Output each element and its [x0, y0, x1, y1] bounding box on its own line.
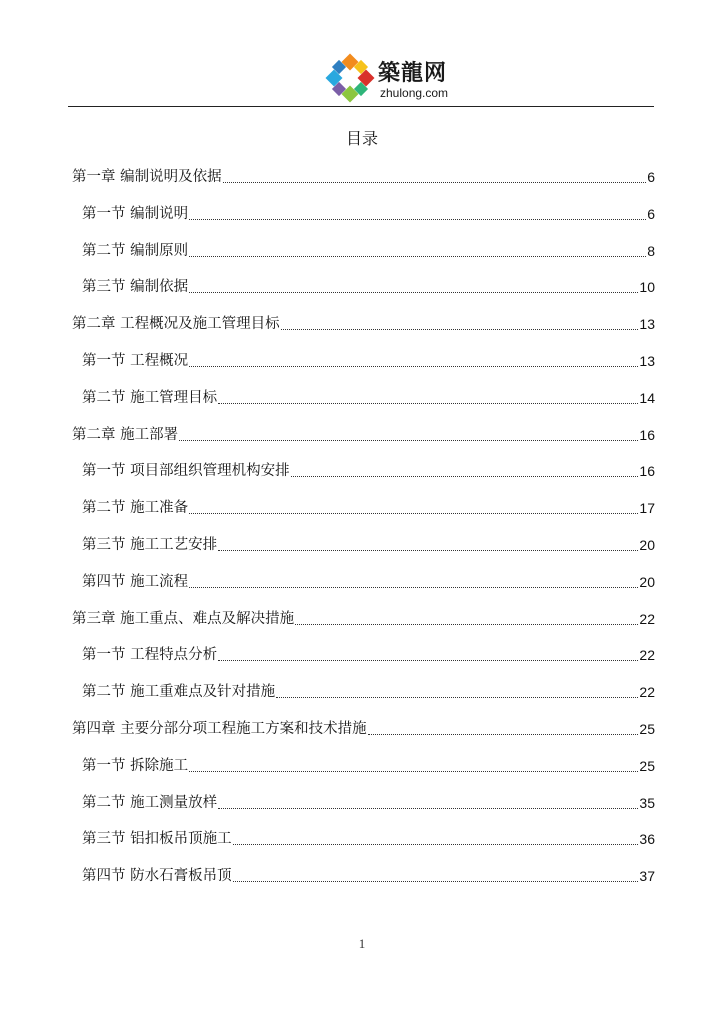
- toc-dot-leader: [291, 468, 639, 477]
- toc-entry-page: 6: [647, 169, 655, 185]
- toc-dot-leader: [218, 652, 638, 661]
- toc-entry-page: 16: [639, 426, 655, 443]
- toc-dot-leader: [189, 763, 638, 772]
- toc-dot-leader: [218, 395, 638, 404]
- toc-entry-page: 25: [639, 721, 655, 737]
- toc-entry-page: 25: [639, 757, 655, 774]
- toc-entry-label: 第四节 施工流程: [82, 573, 189, 590]
- toc-dot-leader: [295, 616, 638, 625]
- toc-entry-label: 第三节 编制依据: [82, 279, 189, 296]
- logo-chinese-text: 築龍网: [378, 61, 448, 86]
- toc-section-entry[interactable]: [82, 534, 655, 556]
- toc-dot-leader: [218, 542, 638, 551]
- toc-entry-page: 20: [639, 537, 655, 553]
- toc-entry-label: 第四节 防水石膏板吊顶: [82, 868, 232, 885]
- toc-dot-leader: [189, 211, 646, 220]
- toc-section-entry[interactable]: [82, 387, 655, 409]
- toc-entry-page: 13: [639, 353, 655, 369]
- toc-dot-leader: [276, 689, 638, 698]
- toc-entry-label: 第二章 工程概况及施工管理目标: [72, 316, 280, 333]
- toc-dot-leader: [223, 174, 647, 183]
- toc-section-entry[interactable]: [82, 276, 655, 298]
- toc-dot-leader: [281, 321, 639, 330]
- toc-entry-page: 16: [639, 463, 655, 480]
- toc-entry-label: 第三节 铝扣板吊顶施工: [82, 831, 232, 848]
- toc-chapter-entry[interactable]: [72, 313, 655, 335]
- toc-section-entry[interactable]: [82, 350, 655, 372]
- toc-entry-page: 8: [647, 242, 655, 259]
- toc-chapter-entry[interactable]: [72, 718, 655, 740]
- toc-dot-leader: [233, 836, 639, 845]
- toc-chapter-entry[interactable]: [72, 424, 655, 446]
- toc-entry-label: 第一节 工程概况: [82, 353, 189, 369]
- page-header: [0, 0, 724, 108]
- toc-entry-label: 第一节 拆除施工: [82, 757, 189, 774]
- toc-section-entry[interactable]: [82, 828, 655, 850]
- page-number: 1: [358, 936, 366, 951]
- toc-entry-page: 22: [639, 610, 655, 627]
- toc-dot-leader: [179, 432, 638, 441]
- toc-entry-label: 第一节 工程特点分析: [82, 647, 218, 664]
- header-divider: [68, 106, 654, 107]
- toc-entry-page: 20: [639, 573, 655, 590]
- toc-chapter-entry[interactable]: [72, 608, 655, 630]
- toc-entry-label: 第一节 项目部组织管理机构安排: [82, 463, 290, 480]
- toc-entry-label: 第三章 施工重点、难点及解决措施: [72, 610, 295, 627]
- toc-section-entry[interactable]: [82, 644, 655, 666]
- toc-entry-label: 第二节 施工准备: [82, 500, 189, 517]
- toc-entry-page: 35: [639, 794, 655, 811]
- toc-entry-label: 第二章 施工部署: [72, 426, 179, 443]
- toc-dot-leader: [189, 579, 638, 588]
- toc-entry-page: 10: [639, 279, 655, 296]
- toc-entry-page: 37: [639, 868, 655, 885]
- toc-entry-label: 第二节 施工测量放样: [82, 794, 218, 811]
- toc-dot-leader: [189, 284, 638, 293]
- toc-section-entry[interactable]: [82, 755, 655, 777]
- toc-entry-label: 第二节 施工管理目标: [82, 389, 218, 406]
- toc-entry-page: 22: [639, 684, 655, 701]
- toc-entry-label: 第一节 编制说明: [82, 205, 189, 222]
- toc-entry-label: 第二节 编制原则: [82, 242, 189, 259]
- toc-section-entry[interactable]: [82, 460, 655, 482]
- zhulong-logo-mark-icon: [324, 52, 376, 104]
- toc-section-entry[interactable]: [82, 571, 655, 593]
- toc-entry-label: 第四章 主要分部分项工程施工方案和技术措施: [72, 721, 367, 737]
- toc-section-entry[interactable]: [82, 792, 655, 814]
- toc-dot-leader: [189, 505, 638, 514]
- zhulong-logo[interactable]: [324, 52, 470, 104]
- toc-chapter-entry[interactable]: [72, 166, 655, 188]
- toc-section-entry[interactable]: [82, 865, 655, 887]
- logo-domain-text: zhulong.com: [380, 86, 449, 100]
- toc-dot-leader: [368, 726, 639, 735]
- toc-section-entry[interactable]: [82, 203, 655, 225]
- toc-section-entry[interactable]: [82, 240, 655, 262]
- toc-dot-leader: [233, 873, 639, 882]
- toc-entry-label: 第一章 编制说明及依据: [72, 169, 222, 185]
- toc-entry-page: 13: [639, 316, 655, 333]
- toc-dot-leader: [218, 800, 638, 809]
- toc-entry-page: 14: [639, 389, 655, 406]
- toc-dot-leader: [189, 248, 646, 257]
- toc-entry-label: 第二节 施工重难点及针对措施: [82, 684, 276, 701]
- toc-section-entry[interactable]: [82, 497, 655, 519]
- toc-dot-leader: [189, 358, 638, 367]
- toc-entry-page: 17: [639, 500, 655, 517]
- toc-title: 目录: [345, 129, 378, 148]
- toc-entry-label: 第三节 施工工艺安排: [82, 537, 218, 553]
- toc-entry-page: 22: [639, 647, 655, 664]
- toc-entry-page: 36: [639, 831, 655, 848]
- toc-section-entry[interactable]: [82, 681, 655, 703]
- toc-entry-page: 6: [647, 205, 655, 222]
